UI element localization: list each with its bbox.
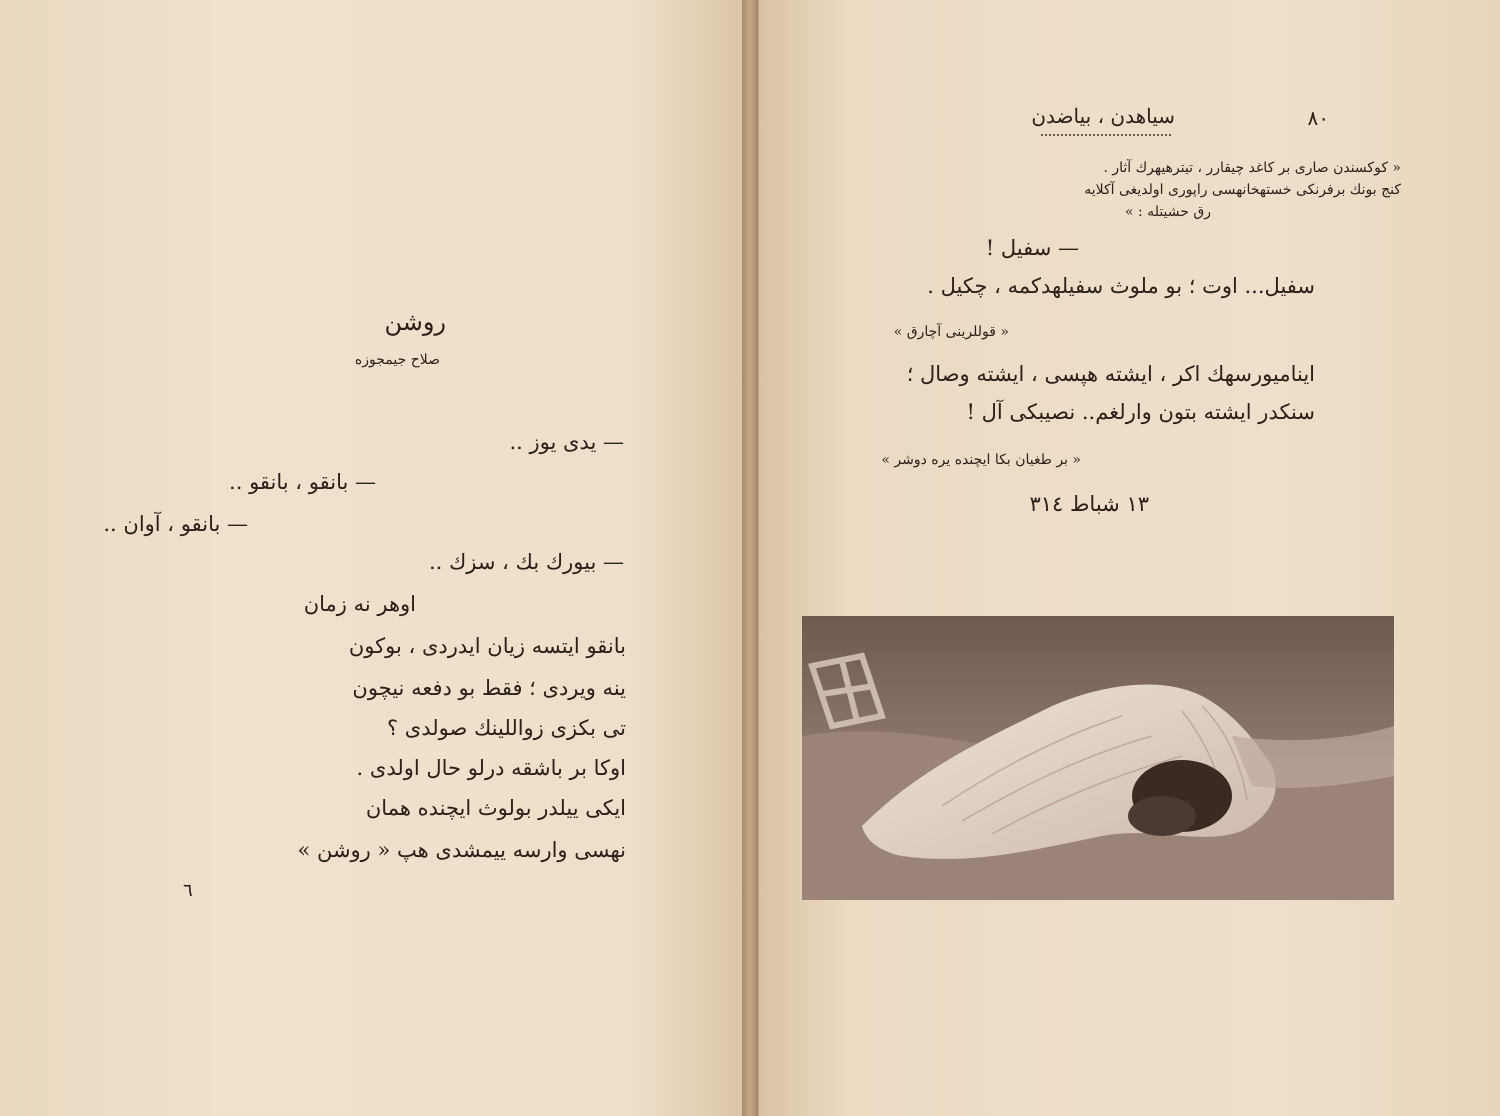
stage-note: كنج بونك برفرنكى خستهخانهسى راپورى اولديغى آكلايه	[1084, 182, 1401, 198]
running-head-rule	[1041, 130, 1171, 136]
page-number-right: ٨٠	[1307, 106, 1329, 130]
running-head: سياهدن ، بياضدن	[1031, 104, 1175, 128]
illustration-reclining-figure	[802, 616, 1394, 900]
poem-line: — بيورك بك ، سزك ..	[428, 550, 624, 574]
poem-line: بانقو ايتسه زيان ايدردى ، بوكون	[348, 634, 626, 658]
book-gutter	[742, 0, 758, 1116]
dialogue-line: ايناميورسهك اكر ، ايشته هپسى ، ايشته وصال ؛	[906, 362, 1315, 386]
poem-title: روشن	[384, 308, 446, 336]
illustration-drawing	[802, 616, 1394, 900]
poem-line: — بانقو ، بانقو ..	[229, 470, 376, 494]
dialogue-line: سنكدر ايشته بتون وارلغم.. نصيبكى آل !	[966, 400, 1315, 424]
poem-line: ينه ويردى ؛ فقط بو دفعه نيچون	[352, 676, 626, 700]
poem-line: — يدى يوز ..	[509, 430, 624, 454]
stage-note: « كوكسندن صارى بر كاغد چيقارر ، تيترهيهرك آثار .	[1103, 160, 1401, 176]
poem-line: — بانقو ، آوان ..	[103, 512, 248, 536]
poem-author: صلاح جيمجوزه	[354, 352, 440, 368]
page-number-left: ٦	[183, 880, 193, 901]
stage-note: « قوللرينى آچارق »	[893, 324, 1009, 340]
dialogue-line: — سفيل !	[985, 236, 1079, 260]
poem-line: اوهر نه زمان	[303, 592, 416, 616]
poem-line: ايكى ييلدر بولوث ايچنده همان	[365, 796, 626, 820]
poem-line: اوكا بر باشقه درلو حال اولدى .	[356, 756, 626, 780]
date-line: ١٣ شباط ٣١٤	[1029, 492, 1149, 516]
poem-line: نهسى وارسه ييمشدى هپ « روشن »	[297, 838, 626, 862]
poem-line: تى بكزى زواللينك صولدى ؟	[386, 716, 626, 740]
left-page	[0, 0, 743, 1116]
stage-note: رق حشيتله : »	[1125, 204, 1211, 220]
stage-note: « بر طغيان بكا ايچنده يره دوشر »	[881, 452, 1081, 468]
dialogue-line: سفيل... اوت ؛ بو ملوث سفيلهدكمه ، چكيل .	[927, 274, 1315, 298]
right-page	[758, 0, 1500, 1116]
